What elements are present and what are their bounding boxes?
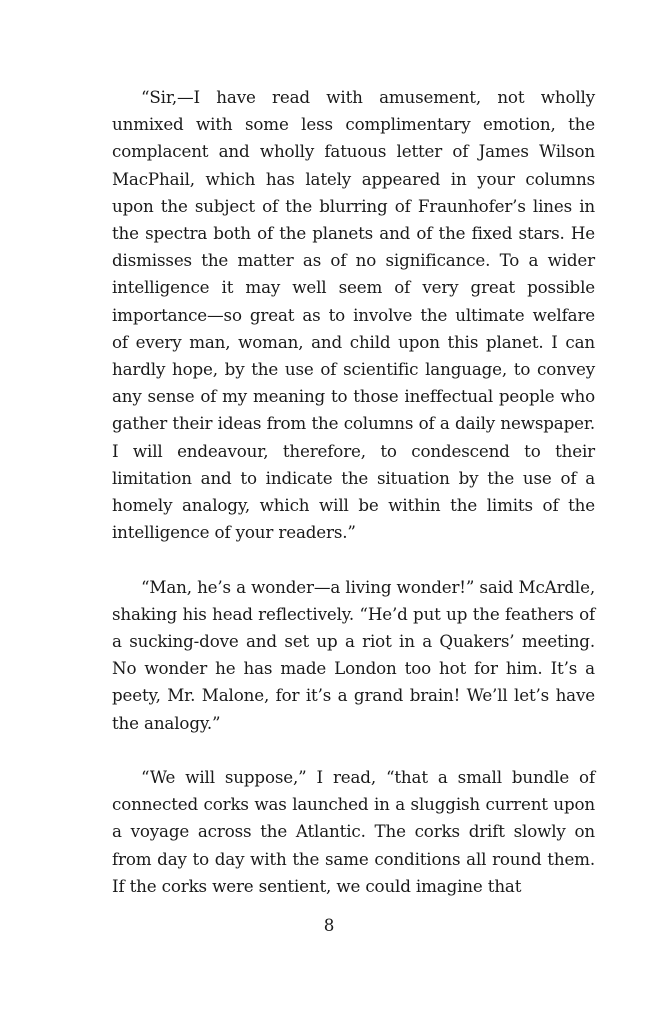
- paragraph-letter-opening: “Sir,—I have read with amusement, not wholly unmixed with some less complimentary emotion, the complacent and wholly fatuous letter of James Wilson MacPhail, which has lately appeared in your columns upon the subject of the blurring of Fraunhofer’s lines in the spectra both of the planets and of the fixed stars. He dismisses the matter as of no significance. To a wider intelligence it may well seem of very great possible importance—so great as to involve the ultimate welfare of every man, woman, and child upon this planet. I can hardly hope, by the use of scientific language, to convey any sense of my meaning to those ineffectual people who gather their ideas from the columns of a daily newspaper. I will endeavour, therefore, to condescend to their limitation and to indicate the situation by the use of a homely analogy, which will be within the limits of the intelligence of your readers.”: [112, 87, 595, 543]
- page-body: [112, 84, 595, 900]
- paragraph-mcardle-reply: “Man, he’s a wonder—a living wonder!” said McArdle, shaking his head reflectively. “He’d put up the feathers of a sucking-dove and set up a riot in a Quakers’ meeting. No wonder he has made London too hot for him. It’s a peety, Mr. Malone, for it’s a grand brain! We’ll let’s have the analogy.”: [112, 576, 595, 733]
- paragraph-analogy: “We will suppose,” I read, “that a small bundle of connected corks was launched in a sluggish current upon a voyage across the Atlantic. The corks drift slowly on from day to day with the same conditions all round them. If the corks were sentient, we could imagine that: [112, 767, 595, 896]
- page-number: 8: [323, 915, 335, 935]
